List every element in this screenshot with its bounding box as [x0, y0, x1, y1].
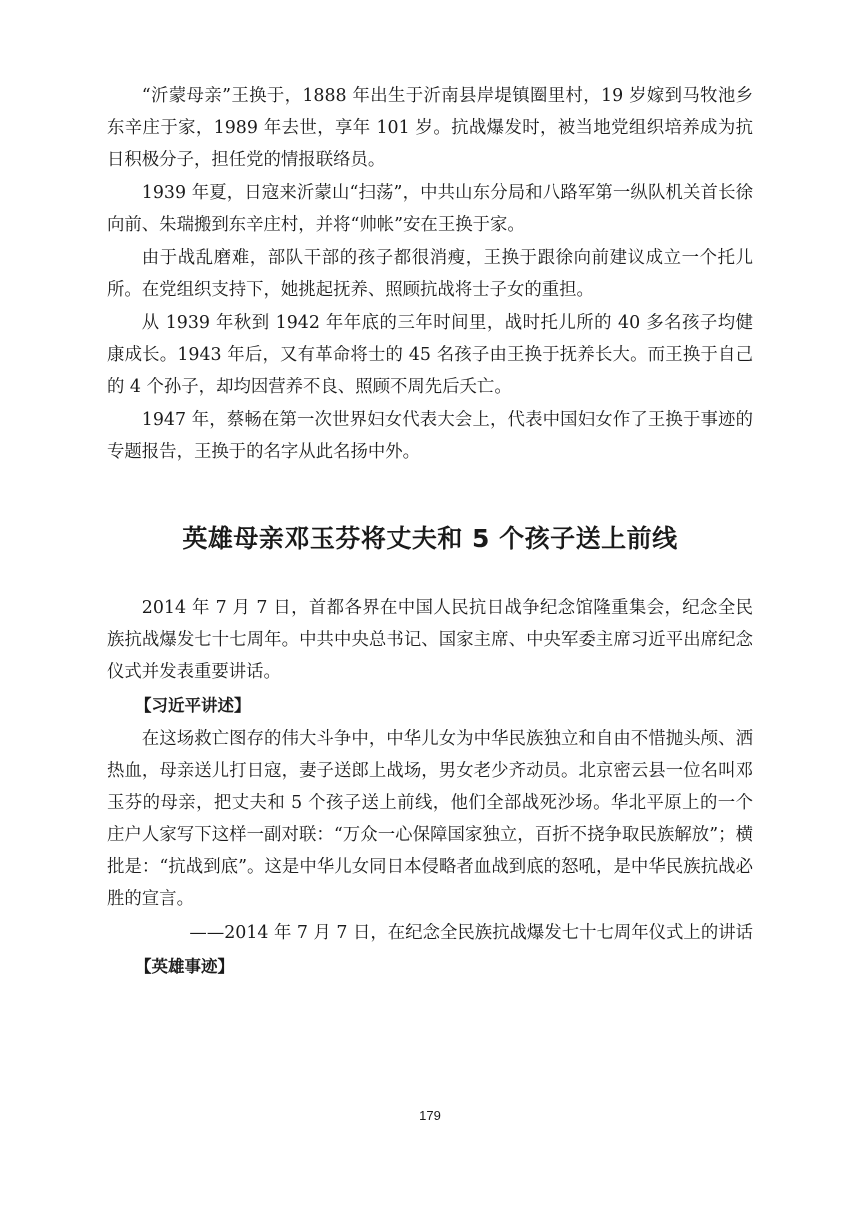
- speech-label: 【习近平讲述】: [135, 696, 251, 715]
- page-number: 179: [419, 1108, 441, 1123]
- body-paragraph: 由于战乱磨难，部队干部的孩子都很消瘦，王换于跟徐向前建议成立一个托儿所。在党组织支持下，她挑起抚养、照顾抗战将士子女的重担。: [107, 248, 753, 300]
- body-paragraph: 1947 年，蔡畅在第一次世界妇女代表大会上，代表中国妇女作了王换于事迹的专题报告，王换于的名字从此名扬中外。: [107, 410, 753, 462]
- section-heading: 英雄母亲邓玉芬将丈夫和 5 个孩子送上前线: [182, 524, 678, 553]
- speech-attribution: ——2014 年 7 月 7 日，在纪念全民族抗战爆发七十七周年仪式上的讲话: [189, 923, 753, 943]
- body-paragraph: 从 1939 年秋到 1942 年年底的三年时间里，战时托儿所的 40 多名孩子均健康成长。1943 年后，又有革命将士的 45 名孩子由王换于抚养长大。而王换于自己的 4 个孙子，却均因营养不良、照顾不周先后夭亡。: [107, 313, 753, 397]
- body-paragraph: 1939 年夏，日寇来沂蒙山“扫荡”，中共山东分局和八路军第一纵队机关首长徐向前、朱瑞搬到东辛庄村，并将“帅帐”安在王换于家。: [107, 183, 753, 235]
- page-content: [107, 80, 753, 984]
- intro-paragraph: 2014 年 7 月 7 日，首都各界在中国人民抗日战争纪念馆隆重集会，纪念全民族抗战爆发七十七周年。中共中央总书记、国家主席、中央军委主席习近平出席纪念仪式并发表重要讲话。: [107, 598, 753, 682]
- body-paragraph: “沂蒙母亲”王换于，1888 年出生于沂南县岸堤镇圈里村，19 岁嫁到马牧池乡东辛庄于家，1989 年去世，享年 101 岁。抗战爆发时，被当地党组织培养成为抗日积极分子，担任党的情报联络员。: [107, 86, 753, 170]
- speech-paragraph: 在这场救亡图存的伟大斗争中，中华儿女为中华民族独立和自由不惜抛头颅、洒热血，母亲送儿打日寇，妻子送郎上战场，男女老少齐动员。北京密云县一位名叫邓玉芬的母亲，把丈夫和 5 个孩子送上前线，他们全部战死沙场。华北平原上的一个庄户人家写下这样一副对联：“万众一心保障国家独立，百折不挠争取民族解放”；横批是：“抗战到底”。这是中华儿女同日本侵略者血战到底的怒吼，是中华民族抗战必胜的宣言。: [107, 729, 753, 909]
- deeds-label: 【英雄事迹】: [135, 957, 234, 976]
